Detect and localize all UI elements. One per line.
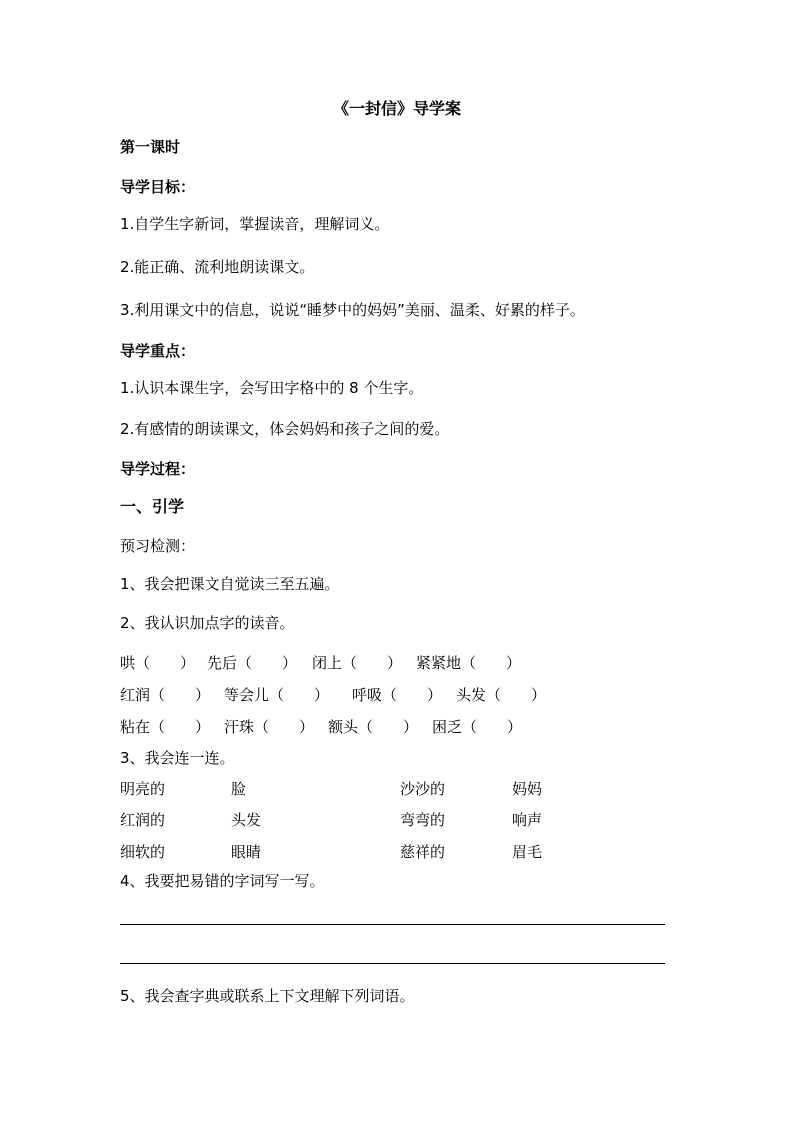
match-cell: 妈妈 [512,780,543,798]
match-cell: 弯弯的 [400,811,446,829]
pinyin-cell: 紧紧地（ ） [416,654,522,672]
pinyin-cell: 等会儿（ ） [224,686,330,704]
pinyin-cell: 粘在（ ） [120,718,211,736]
task-item: 2、我认识加点字的读音。 [120,614,295,632]
key-point-item: 2.有感情的朗读课文，体会妈妈和孩子之间的爱。 [120,420,450,438]
key-point-item: 1.认识本课生字，会写田字格中的 8 个生字。 [120,379,424,397]
page-title: 《一封信》导学案 [332,99,461,118]
match-cell: 响声 [512,811,543,829]
pinyin-cell: 困乏（ ） [432,718,523,736]
match-cell: 眼睛 [231,843,262,861]
writing-line [120,924,665,925]
goal-item: 1.自学生字新词，掌握读音，理解词义。 [120,215,390,233]
match-cell: 脸 [231,780,247,798]
match-cell: 沙沙的 [400,780,446,798]
goal-item: 3.利用课文中的信息，说说“睡梦中的妈妈”美丽、温柔、好累的样子。 [120,301,585,319]
pinyin-cell: 额头（ ） [328,718,419,736]
match-cell: 细软的 [120,843,166,861]
section-heading: 一、引学 [120,497,185,516]
goal-item: 2.能正确、流利地朗读课文。 [120,258,315,276]
match-cell: 眉毛 [512,843,543,861]
task-item: 5、我会查字典或联系上下文理解下列词语。 [120,987,415,1005]
pinyin-cell: 闭上（ ） [312,654,403,672]
lesson-label: 第一课时 [120,138,181,156]
pinyin-cell: 先后（ ） [207,654,298,672]
preview-label: 预习检测： [120,537,196,555]
task-item: 3、我会连一连。 [120,749,235,767]
key-heading: 导学重点： [120,342,196,360]
pinyin-cell: 哄（ ） [120,654,196,672]
pinyin-cell: 呼吸（ ） [352,686,443,704]
pinyin-cell: 红润（ ） [120,686,211,704]
task-item: 4、我要把易错的字词写一写。 [120,872,325,890]
match-cell: 明亮的 [120,780,166,798]
pinyin-cell: 头发（ ） [456,686,547,704]
task-item: 1、我会把课文自觉读三至五遍。 [120,575,340,593]
process-heading: 导学过程： [120,460,196,478]
match-cell: 头发 [231,811,262,829]
writing-line [120,963,665,964]
match-cell: 慈祥的 [400,843,446,861]
pinyin-cell: 汗珠（ ） [224,718,315,736]
match-cell: 红润的 [120,811,166,829]
goals-heading: 导学目标： [120,178,196,196]
